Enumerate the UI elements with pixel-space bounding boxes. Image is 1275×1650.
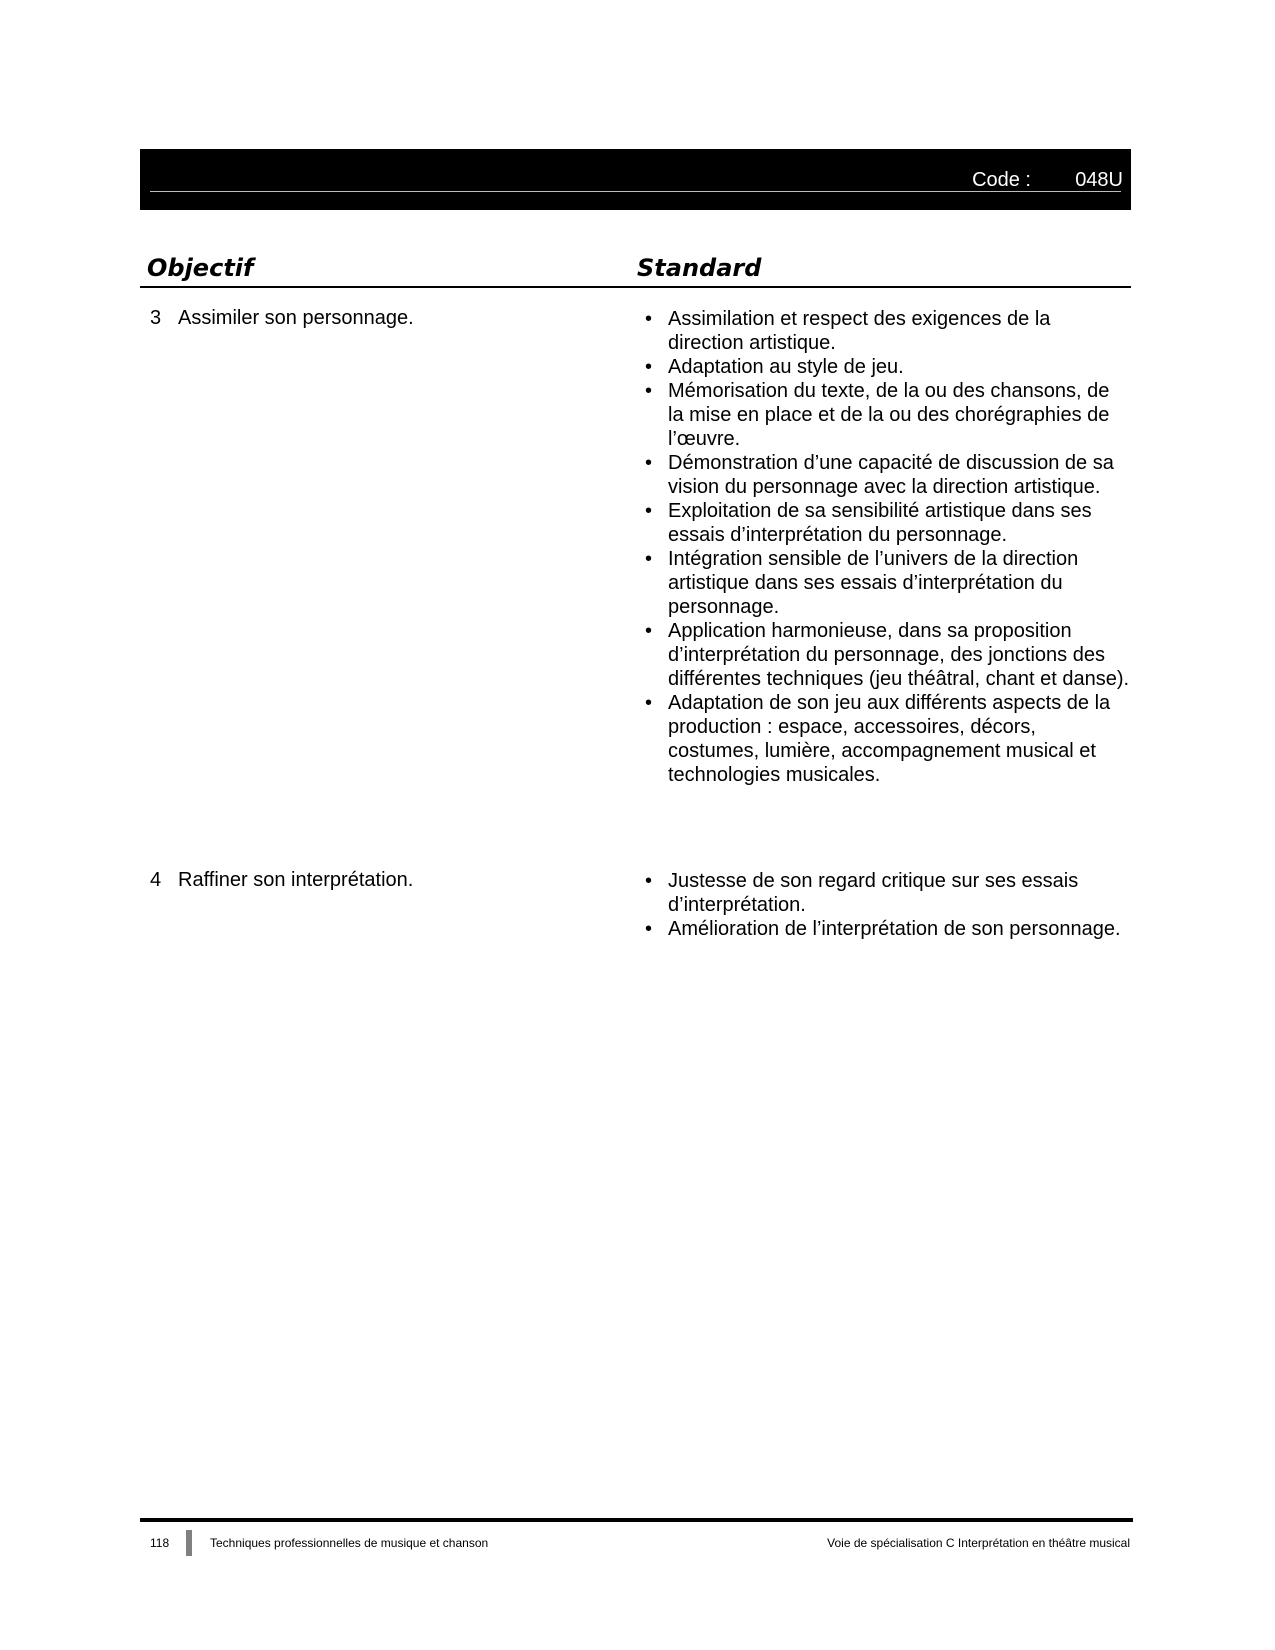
heading-rule: [140, 286, 1131, 288]
objective-text: Raffiner son interprétation.: [178, 869, 414, 891]
footer-right-title: Voie de spécialisation C Interprétation en théâtre musical: [827, 1536, 1130, 1550]
standard-item: • Démonstration d’une capacité de discussion de sa vision du personnage avec la direction artistique.: [645, 451, 1130, 499]
objective-text: Assimiler son personnage.: [178, 307, 414, 329]
footer-rule: [140, 1518, 1133, 1522]
standard-item: • Exploitation de sa sensibilité artistique dans ses essais d’interprétation du personnage.: [645, 499, 1130, 547]
standard-list: [645, 869, 1130, 941]
footer-left-title: Techniques professionnelles de musique et chanson: [210, 1536, 489, 1550]
objective-item: [150, 868, 413, 892]
standard-item: • Adaptation de son jeu aux différents aspects de la production : espace, accessoires, décors, costumes, lumière, accompagnement musical et technologies musicales.: [645, 691, 1130, 787]
standard-item: • Justesse de son regard critique sur ses essais d’interprétation.: [645, 869, 1130, 917]
standard-item: • Mémorisation du texte, de la ou des chansons, de la mise en place et de la ou des chorégraphies de l’œuvre.: [645, 379, 1130, 451]
code-value: 048U: [1075, 169, 1123, 191]
footer-separator: [186, 1530, 192, 1556]
objective-number: 4: [150, 869, 162, 891]
standard-column-heading: Standard: [637, 254, 762, 282]
page-number: 118: [150, 1536, 170, 1550]
standard-list: [645, 307, 1130, 787]
header-bar: [140, 149, 1131, 210]
standard-item: • Amélioration de l’interprétation de son personnage.: [645, 917, 1130, 941]
objective-number: 3: [150, 307, 162, 329]
standard-item: • Adaptation au style de jeu.: [645, 355, 1130, 379]
objective-column-heading: Objectif: [147, 254, 254, 282]
standard-item: • Application harmonieuse, dans sa proposition d’interprétation du personnage, des jonctions des différentes techniques (jeu théâtral, chant et danse).: [645, 619, 1130, 691]
standard-item: • Assimilation et respect des exigences de la direction artistique.: [645, 307, 1130, 355]
objective-item: [150, 306, 414, 330]
standard-item: • Intégration sensible de l’univers de la direction artistique dans ses essais d’interprétation du personnage.: [645, 547, 1130, 619]
code-label: Code :: [972, 169, 1031, 191]
